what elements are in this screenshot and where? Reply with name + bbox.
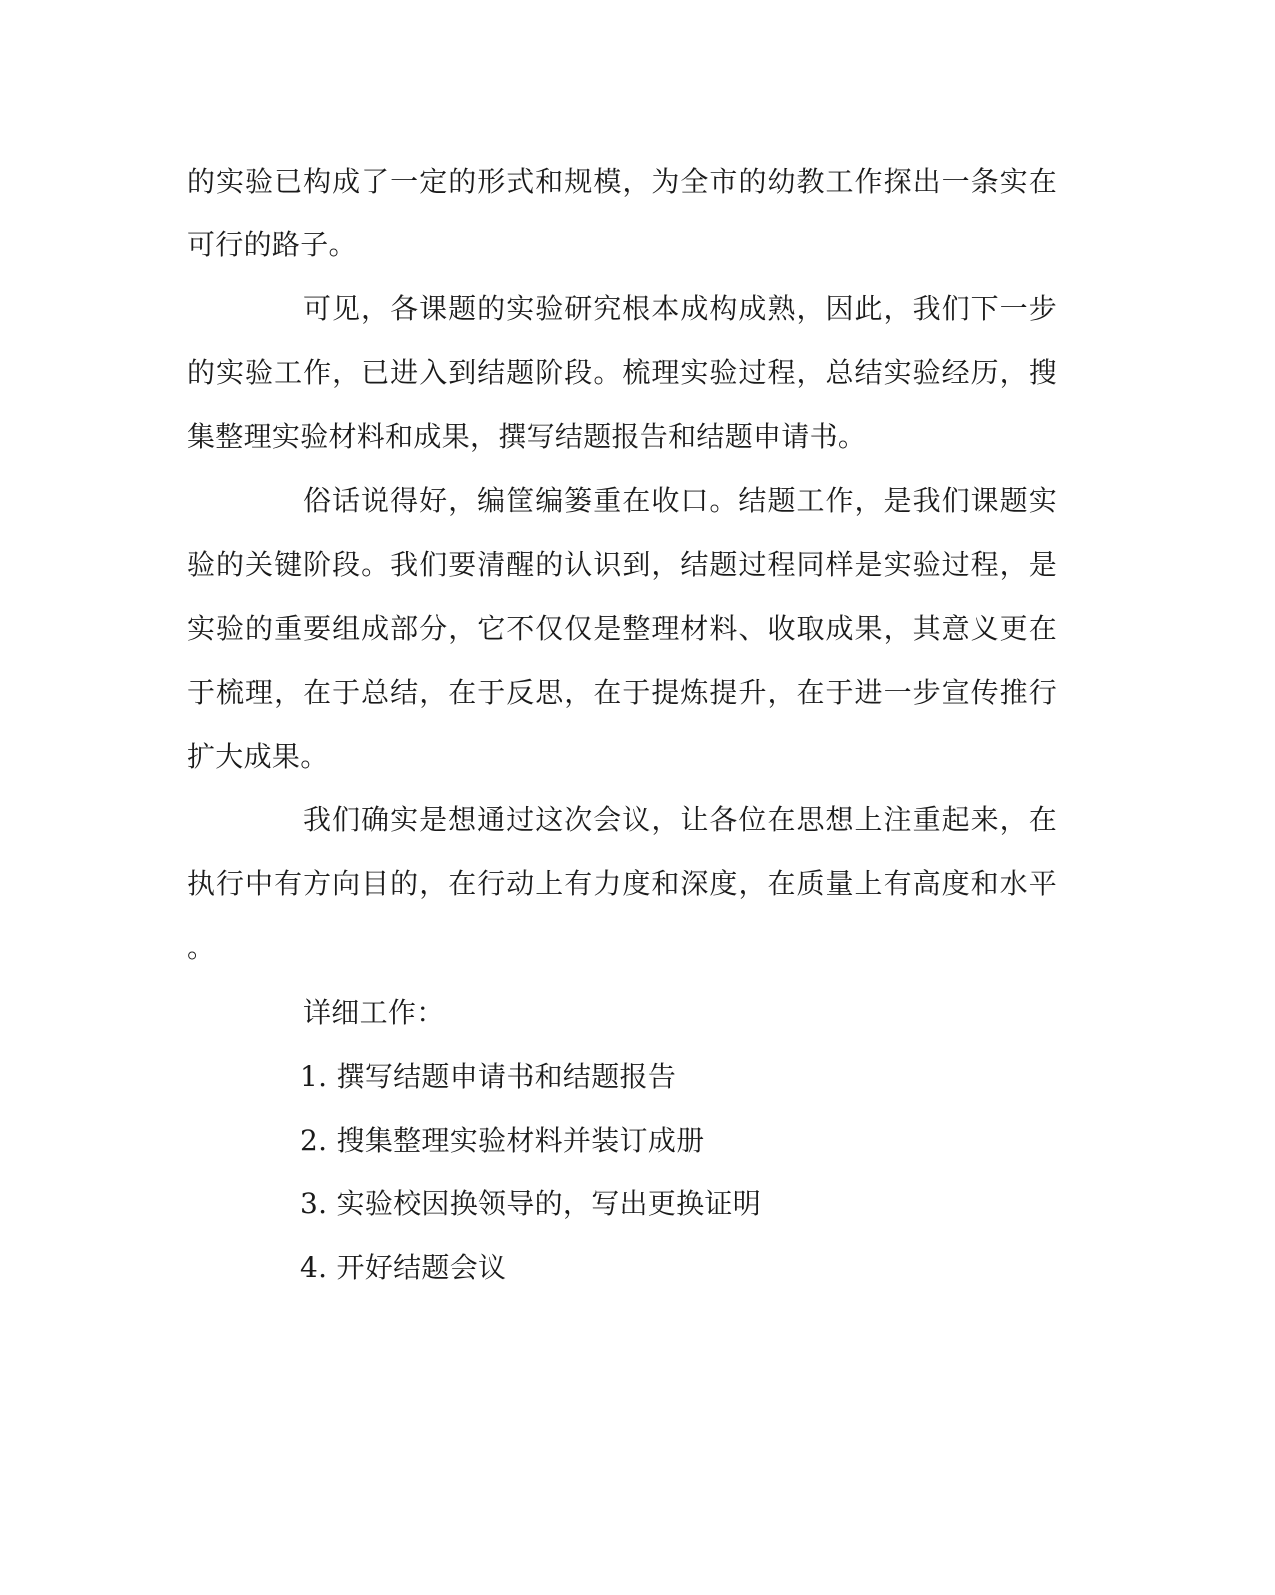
paragraph-3-line-4: 于梳理，在于总结，在于反思，在于提炼提升，在于进一步宣传推行 <box>187 676 1057 709</box>
paragraph-3-line-1: 俗话说得好，编筐编篓重在收口。结题工作，是我们课题实 <box>303 484 1057 517</box>
paragraph-3-line-3: 实验的重要组成部分，它不仅仅是整理材料、收取成果，其意义更在 <box>187 612 1057 645</box>
paragraph-1-line-1: 的实验已构成了一定的形式和规模，为全市的幼教工作探出一条实在 <box>187 165 1057 198</box>
paragraph-1-line-2: 可行的路子。 <box>187 228 357 261</box>
work-list-heading: 详细工作： <box>303 996 445 1029</box>
paragraph-2-line-3: 集整理实验材料和成果，撰写结题报告和结题申请书。 <box>187 420 867 453</box>
paragraph-4-line-3: 。 <box>187 931 216 964</box>
paragraph-3-line-5: 扩大成果。 <box>187 740 329 773</box>
paragraph-2-line-1: 可见，各课题的实验研究根本成构成熟，因此，我们下一步 <box>303 292 1057 325</box>
work-list-item: 1. 撰写结题申请书和结题报告 <box>300 1060 677 1093</box>
paragraph-3-line-2: 验的关键阶段。我们要清醒的认识到，结题过程同样是实验过程，是 <box>187 548 1057 581</box>
paragraph-2-line-2: 的实验工作，已进入到结题阶段。梳理实验过程，总结实验经历，搜 <box>187 356 1057 389</box>
paragraph-4-line-1: 我们确实是想通过这次会议，让各位在思想上注重起来，在 <box>303 803 1057 836</box>
work-list-item: 4. 开好结题会议 <box>300 1251 507 1284</box>
work-list-item: 2. 搜集整理实验材料并装订成册 <box>300 1124 705 1157</box>
paragraph-4-line-2: 执行中有方向目的，在行动上有力度和深度，在质量上有高度和水平 <box>187 867 1057 900</box>
work-list-item: 3. 实验校因换领导的，写出更换证明 <box>300 1187 762 1220</box>
